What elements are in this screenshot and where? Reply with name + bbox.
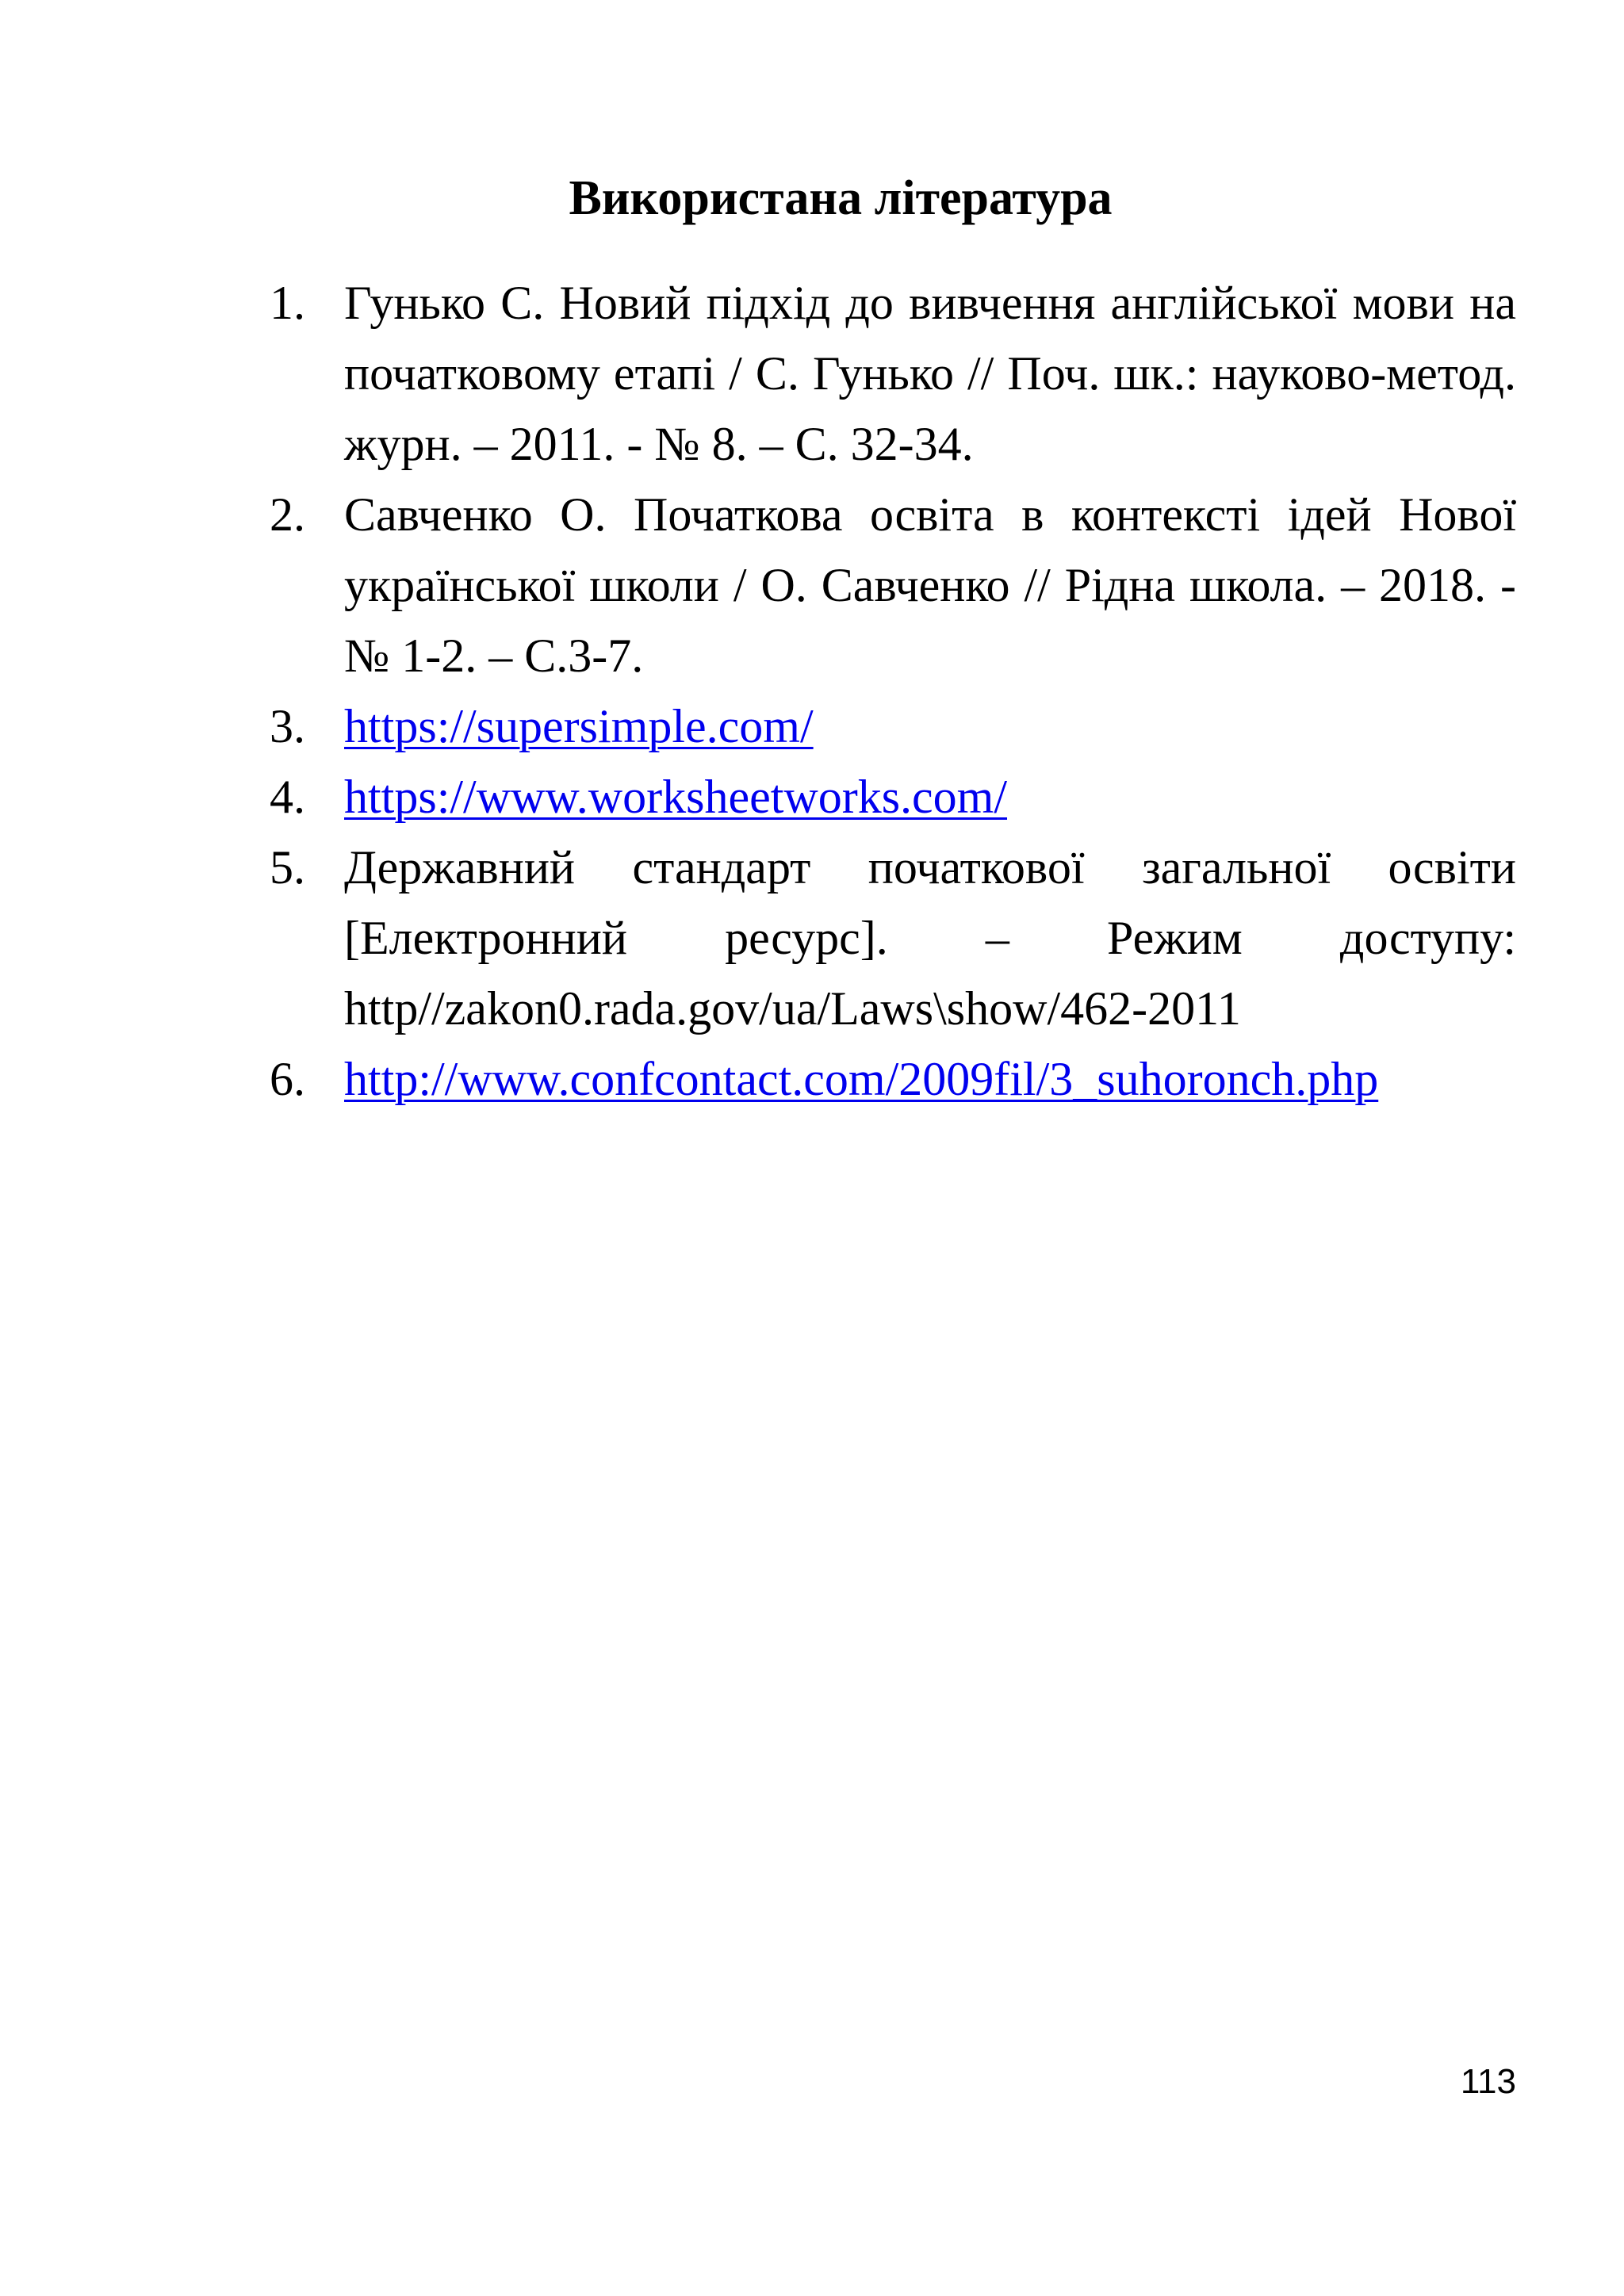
reference-link-worksheetworks[interactable]: https://www.worksheetworks.com/ [344,771,1008,823]
reference-item-2 [270,480,1516,691]
reference-link-supersimple[interactable]: https://supersimple.com/ [344,700,814,752]
reference-item-1 [270,268,1516,480]
page-number: 113 [1460,2062,1516,2101]
reference-number: 3. [270,700,305,752]
reference-text: Савченко О. Початкова освіта в контексті ідей Нової української школи / О. Савченко // Рідна школа. – 2018. - № 1-2. – С.3-7. [344,488,1516,682]
reference-text: Державний стандарт початкової загальної освіти [Електронний ресурс]. – Режим доступу: http//zakon0.rada.gov/ua/Laws\show/462-2011 [344,841,1516,1035]
reference-number: 6. [270,1053,305,1105]
reference-list [270,268,1516,1115]
reference-item-5 [270,832,1516,1044]
reference-item-3 [270,691,1516,762]
reference-item-4 [270,762,1516,832]
reference-number: 2. [270,488,305,541]
reference-number: 4. [270,771,305,823]
reference-number: 1. [270,277,305,329]
reference-number: 5. [270,841,305,894]
page-title: Використана література [569,171,1113,225]
reference-text: Гунько С. Новий підхід до вивчення англійської мови на початковому етапі / С. Гунько // Поч. шк.: науково-метод. журн. – 2011. - № 8. – С. 32-34. [344,277,1516,470]
reference-link-confcontact[interactable]: http://www.confcontact.com/2009fil/3_suhoronch.php [344,1053,1379,1105]
reference-item-6 [270,1044,1516,1115]
